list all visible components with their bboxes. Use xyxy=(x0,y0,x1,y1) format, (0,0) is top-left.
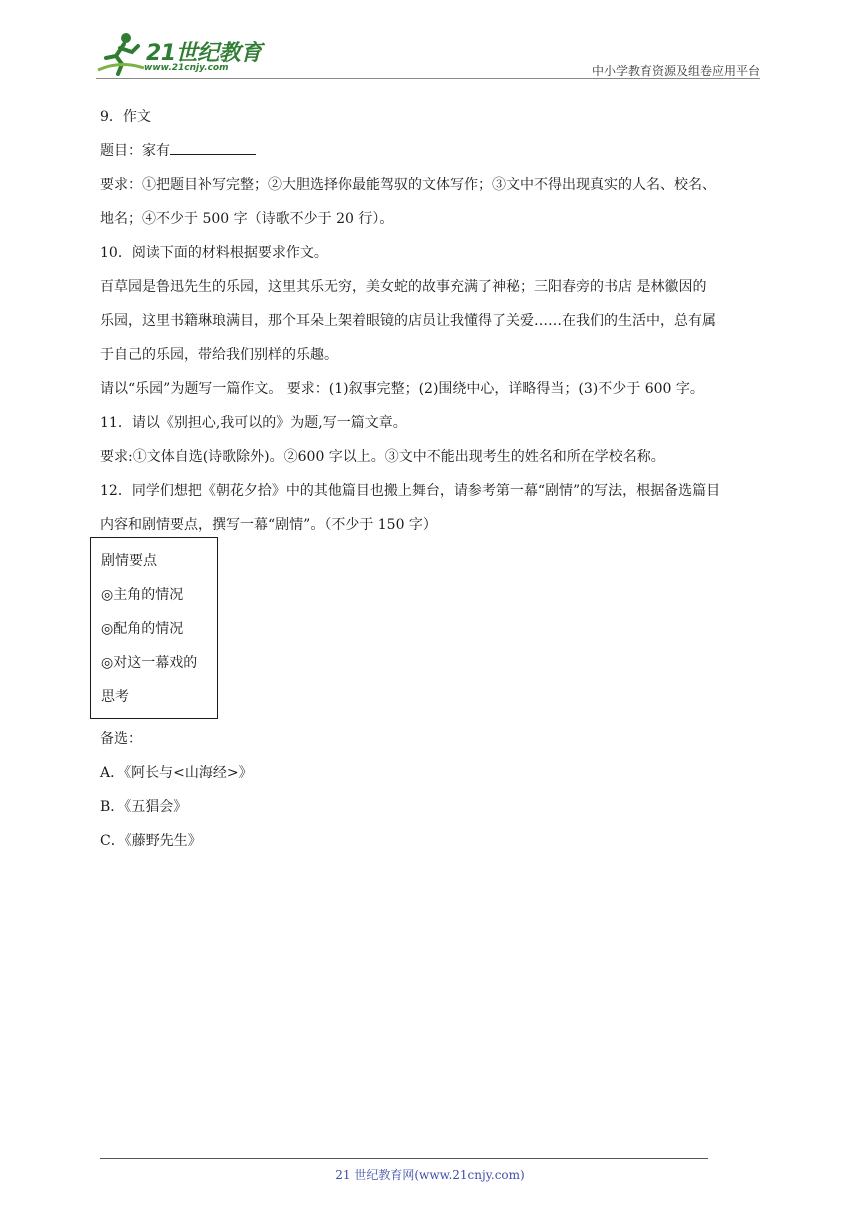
question-12-line2: 内容和剧情要点，撰写一幕“剧情”。（不少于 150 字） xyxy=(100,517,437,533)
option-a: A．《阿长与<山海经>》 xyxy=(100,765,253,781)
footer-source: 21 世纪教育网(www.21cnjy.com) xyxy=(335,1168,525,1182)
question-9-topic xyxy=(100,140,256,160)
plot-point-protagonist: ◎主角的情况 xyxy=(101,587,184,603)
question-11-requirement: 要求:①文体自选(诗歌除外)。②600 字以上。③文中不能出现考生的姓名和所在学校名称。 xyxy=(100,449,665,465)
footer-divider xyxy=(100,1158,708,1159)
runner-logo-icon xyxy=(96,30,146,76)
question-10-material-line3: 于自己的乐园，带给我们别样的乐趣。 xyxy=(100,347,338,363)
question-10-material-line1: 百草园是鲁迅先生的乐园，这里其乐无穷，美女蛇的故事充满了神秘；三阳春旁的书店 是林徽因的 xyxy=(100,279,707,295)
plot-point-supporting: ◎配角的情况 xyxy=(101,621,184,637)
page-header xyxy=(96,30,760,78)
platform-name: 中小学教育资源及组卷应用平台 xyxy=(591,64,760,78)
plot-points-box xyxy=(90,537,218,719)
question-11-title: 11．请以《别担心,我可以的》为题,写一篇文章。 xyxy=(100,415,407,431)
plot-box-heading: 剧情要点 xyxy=(101,553,157,569)
options-label: 备选： xyxy=(100,731,142,747)
question-9-req-line2: 地名；④不少于 500 字（诗歌不少于 20 行）。 xyxy=(100,211,394,227)
question-10-title: 10．阅读下面的材料根据要求作文。 xyxy=(100,245,328,261)
fill-blank xyxy=(170,142,256,155)
option-b: B．《五猖会》 xyxy=(100,799,188,815)
question-9-req-line1: 要求：①把题目补写完整；②大胆选择你最能驾驭的文体写作；③文中不得出现真实的人名、校名、 xyxy=(100,177,716,193)
question-10-material-line2: 乐园，这里书籍琳琅满目，那个耳朵上架着眼镜的店员让我懂得了关爱……在我们的生活中，总有属 xyxy=(100,313,716,329)
option-c: C．《藤野先生》 xyxy=(100,833,202,849)
topic-label: 题目：家有 xyxy=(100,143,170,159)
logo-text: 21世纪教育 xyxy=(146,41,262,66)
plot-point-reflection: ◎对这一幕戏的 xyxy=(101,655,198,671)
header-divider xyxy=(96,78,760,79)
site-logo xyxy=(96,30,266,76)
logo-url: www.21cnjy.com xyxy=(144,63,229,73)
question-9-title: 9．作文 xyxy=(100,109,151,125)
question-12-line1: 12．同学们想把《朝花夕拾》中的其他篇目也搬上舞台，请参考第一幕“剧情”的写法，根据备选篇目 xyxy=(100,483,721,499)
question-10-requirement: 请以“乐园”为题写一篇作文。 要求：(1)叙事完整；(2)围绕中心，详略得当；(3)不少于 600 字。 xyxy=(100,381,704,397)
plot-point-reflection-cont: 思考 xyxy=(101,689,129,705)
